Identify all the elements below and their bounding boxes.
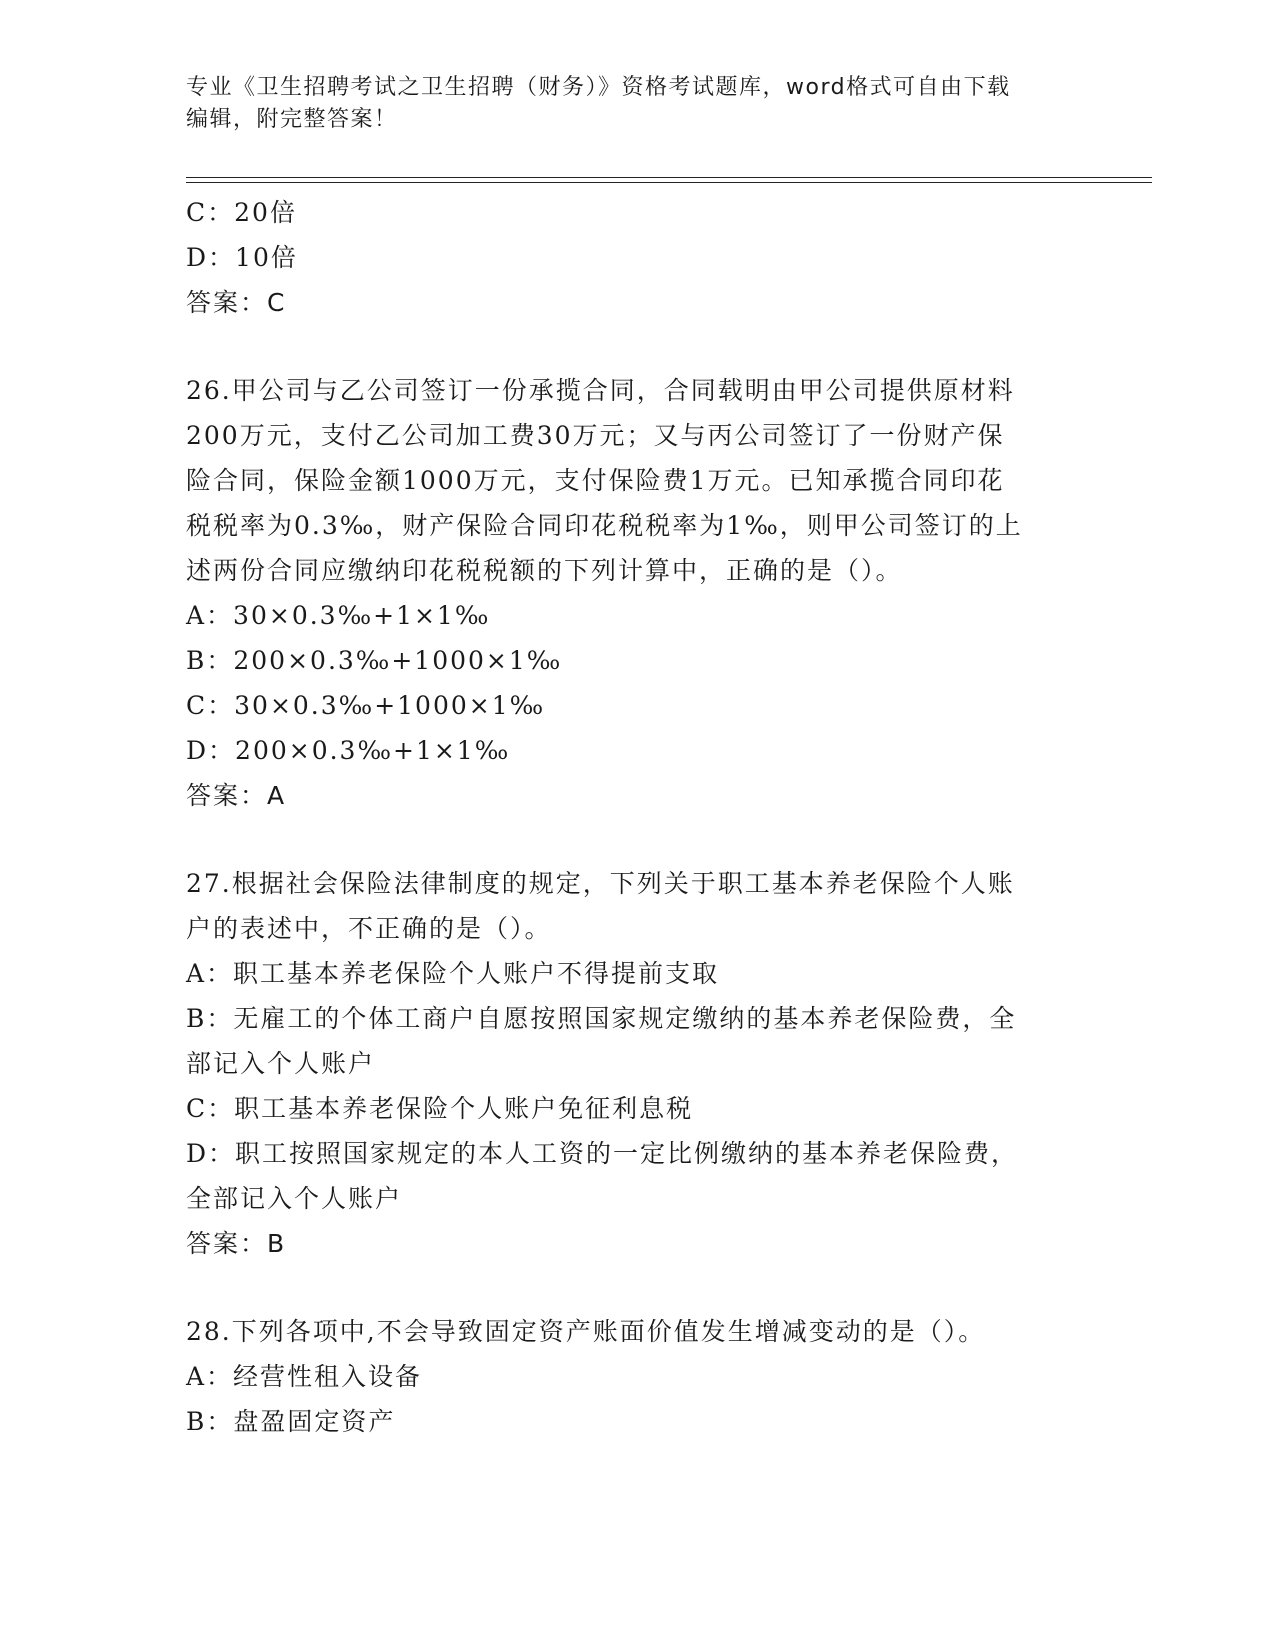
question-stem-line: 200万元，支付乙公司加工费30万元；又与丙公司签订了一份财产保 (186, 421, 1005, 450)
question-stem-line: 户的表述中，不正确的是（）。 (186, 914, 552, 943)
option-a: A：经营性租入设备 (186, 1362, 423, 1391)
option-a: A：30×0.3‰+1×1‰ (186, 601, 491, 630)
question-27 (186, 861, 1086, 1267)
header-line-2: 编辑，附完整答案！ (186, 107, 398, 132)
question-28 (186, 1309, 1086, 1444)
question-stem-line: 26.甲公司与乙公司签订一份承揽合同，合同载明由甲公司提供原材料 (186, 376, 1015, 405)
option-b: B：盘盈固定资产 (186, 1407, 396, 1436)
question-stem-line: 28.下列各项中,不会导致固定资产账面价值发生增减变动的是（）。 (186, 1317, 986, 1346)
header-divider-top (186, 177, 1152, 178)
question-stem-line: 税税率为0.3‰，财产保险合同印花税税率为1‰，则甲公司签订的上 (186, 511, 1023, 540)
option-b: B：无雇工的个体工商户自愿按照国家规定缴纳的基本养老保险费，全 (186, 1004, 1017, 1033)
option-d-continued: 全部记入个人账户 (186, 1184, 403, 1213)
answer-line: 答案：B (186, 1229, 287, 1258)
question-stem-line: 27.根据社会保险法律制度的规定，下列关于职工基本养老保险个人账 (186, 869, 1015, 898)
question-content (186, 190, 1086, 1444)
document-header (186, 72, 1066, 136)
question-25-tail (186, 190, 1086, 326)
option-a: A：职工基本养老保险个人账户不得提前支取 (186, 959, 720, 988)
answer-line: 答案：C (186, 288, 287, 317)
option-d: D：职工按照国家规定的本人工资的一定比例缴纳的基本养老保险费， (186, 1139, 1019, 1168)
answer-line: 答案：A (186, 781, 287, 810)
option-d: D：200×0.3‰+1×1‰ (186, 736, 511, 765)
header-line-1: 专业《卫生招聘考试之卫生招聘（财务）》资格考试题库，word格式可自由下载 (186, 75, 1011, 100)
header-divider-bottom (186, 182, 1152, 183)
option-c: C：30×0.3‰+1000×1‰ (186, 691, 546, 720)
option-c: C：职工基本养老保险个人账户免征利息税 (186, 1094, 694, 1123)
option-b-continued: 部记入个人账户 (186, 1049, 376, 1078)
option-d: D：10倍 (186, 243, 298, 272)
option-b: B：200×0.3‰+1000×1‰ (186, 646, 563, 675)
question-stem-line: 险合同，保险金额1000万元，支付保险费1万元。已知承揽合同印花 (186, 466, 1005, 495)
question-stem-line: 述两份合同应缴纳印花税税额的下列计算中，正确的是（）。 (186, 556, 903, 585)
question-26 (186, 368, 1086, 819)
option-c: C：20倍 (186, 198, 297, 227)
